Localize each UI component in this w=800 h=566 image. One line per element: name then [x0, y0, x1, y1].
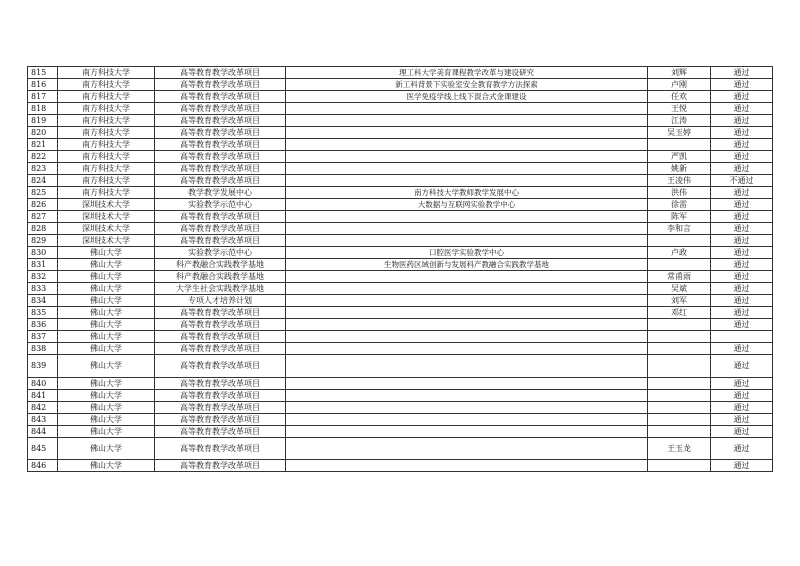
school-name: 南方科技大学 — [58, 163, 155, 175]
project-category: 高等教育教学改革项目 — [155, 163, 286, 175]
project-category: 高等教育教学改革项目 — [155, 103, 286, 115]
project-category: 高等教育教学改革项目 — [155, 67, 286, 79]
table-row — [28, 271, 773, 283]
row-number: 815 — [28, 67, 58, 79]
project-leader — [648, 139, 711, 151]
table-row — [28, 307, 773, 319]
row-number: 821 — [28, 139, 58, 151]
row-number: 833 — [28, 283, 58, 295]
row-number: 819 — [28, 115, 58, 127]
project-title — [286, 460, 648, 472]
project-category: 高等教育教学改革项目 — [155, 307, 286, 319]
review-result: 通过 — [711, 139, 773, 151]
school-name: 佛山大学 — [58, 414, 155, 426]
project-title: 医学免疫学线上线下混合式金课建设 — [286, 91, 648, 103]
row-number: 837 — [28, 331, 58, 343]
table-row — [28, 175, 773, 187]
table-row — [28, 247, 773, 259]
school-name: 佛山大学 — [58, 295, 155, 307]
project-leader — [648, 460, 711, 472]
project-title — [286, 223, 648, 235]
project-title — [286, 115, 648, 127]
project-leader — [648, 426, 711, 438]
project-leader: 王凌伟 — [648, 175, 711, 187]
school-name: 佛山大学 — [58, 402, 155, 414]
review-result: 通过 — [711, 271, 773, 283]
school-name: 佛山大学 — [58, 426, 155, 438]
table-row — [28, 79, 773, 91]
project-category: 高等教育教学改革项目 — [155, 378, 286, 390]
project-title — [286, 390, 648, 402]
project-leader: 李和言 — [648, 223, 711, 235]
project-title — [286, 163, 648, 175]
project-category: 高等教育教学改革项目 — [155, 331, 286, 343]
project-title: 口腔医学实验教学中心 — [286, 247, 648, 259]
project-leader: 邓红 — [648, 307, 711, 319]
school-name: 佛山大学 — [58, 271, 155, 283]
table-row — [28, 426, 773, 438]
table-row — [28, 414, 773, 426]
review-result: 通过 — [711, 247, 773, 259]
project-category: 高等教育教学改革项目 — [155, 343, 286, 355]
row-number: 828 — [28, 223, 58, 235]
table-row — [28, 460, 773, 472]
school-name: 深圳技术大学 — [58, 199, 155, 211]
project-review-table — [27, 66, 773, 472]
school-name: 佛山大学 — [58, 460, 155, 472]
row-number: 844 — [28, 426, 58, 438]
project-category: 高等教育教学改革项目 — [155, 211, 286, 223]
table-row — [28, 331, 773, 343]
review-result: 通过 — [711, 343, 773, 355]
school-name: 佛山大学 — [58, 331, 155, 343]
review-result: 通过 — [711, 151, 773, 163]
review-result: 通过 — [711, 460, 773, 472]
project-title — [286, 355, 648, 378]
table-row — [28, 127, 773, 139]
review-result: 通过 — [711, 295, 773, 307]
project-title — [286, 283, 648, 295]
table-row — [28, 319, 773, 331]
row-number: 846 — [28, 460, 58, 472]
review-result: 不通过 — [711, 175, 773, 187]
table-row — [28, 438, 773, 460]
table-row — [28, 67, 773, 79]
document-sheet — [27, 66, 773, 472]
table-row — [28, 355, 773, 378]
row-number: 836 — [28, 319, 58, 331]
project-leader — [648, 355, 711, 378]
project-category: 高等教育教学改革项目 — [155, 115, 286, 127]
project-leader — [648, 319, 711, 331]
review-result: 通过 — [711, 426, 773, 438]
school-name: 南方科技大学 — [58, 175, 155, 187]
table-row — [28, 295, 773, 307]
school-name: 南方科技大学 — [58, 115, 155, 127]
review-result: 通过 — [711, 199, 773, 211]
project-category: 实验教学示范中心 — [155, 247, 286, 259]
table-row — [28, 343, 773, 355]
project-leader — [648, 331, 711, 343]
project-category: 高等教育教学改革项目 — [155, 390, 286, 402]
project-category: 高等教育教学改革项目 — [155, 175, 286, 187]
project-title — [286, 343, 648, 355]
school-name: 南方科技大学 — [58, 127, 155, 139]
review-result: 通过 — [711, 187, 773, 199]
project-title: 大数据与互联网实验教学中心 — [286, 199, 648, 211]
project-leader — [648, 390, 711, 402]
project-title — [286, 271, 648, 283]
project-title: 新工科背景下实验室安全教育教学方法探索 — [286, 79, 648, 91]
project-leader: 徐雷 — [648, 199, 711, 211]
project-title — [286, 402, 648, 414]
table-row — [28, 402, 773, 414]
project-title — [286, 295, 648, 307]
project-leader: 刘辉 — [648, 67, 711, 79]
review-result: 通过 — [711, 390, 773, 402]
row-number: 818 — [28, 103, 58, 115]
project-category: 高等教育教学改革项目 — [155, 127, 286, 139]
school-name: 南方科技大学 — [58, 187, 155, 199]
project-title — [286, 414, 648, 426]
project-leader — [648, 414, 711, 426]
review-result: 通过 — [711, 235, 773, 247]
table-body — [28, 67, 773, 472]
project-title — [286, 139, 648, 151]
review-result: 通过 — [711, 319, 773, 331]
project-title — [286, 103, 648, 115]
table-row — [28, 151, 773, 163]
project-title — [286, 438, 648, 460]
project-category: 专项人才培养计划 — [155, 295, 286, 307]
row-number: 829 — [28, 235, 58, 247]
school-name: 南方科技大学 — [58, 151, 155, 163]
row-number: 822 — [28, 151, 58, 163]
table-row — [28, 211, 773, 223]
school-name: 佛山大学 — [58, 390, 155, 402]
school-name: 佛山大学 — [58, 259, 155, 271]
school-name: 深圳技术大学 — [58, 235, 155, 247]
project-leader: 吴斌 — [648, 283, 711, 295]
row-number: 830 — [28, 247, 58, 259]
project-category: 高等教育教学改革项目 — [155, 460, 286, 472]
row-number: 826 — [28, 199, 58, 211]
project-title — [286, 378, 648, 390]
review-result: 通过 — [711, 438, 773, 460]
project-category: 实验教学示范中心 — [155, 199, 286, 211]
table-row — [28, 390, 773, 402]
project-title — [286, 319, 648, 331]
row-number: 825 — [28, 187, 58, 199]
row-number: 834 — [28, 295, 58, 307]
project-category: 高等教育教学改革项目 — [155, 91, 286, 103]
row-number: 816 — [28, 79, 58, 91]
table-row — [28, 103, 773, 115]
project-title — [286, 127, 648, 139]
table-row — [28, 187, 773, 199]
row-number: 824 — [28, 175, 58, 187]
project-leader: 吴玉婷 — [648, 127, 711, 139]
review-result: 通过 — [711, 259, 773, 271]
review-result: 通过 — [711, 211, 773, 223]
school-name: 南方科技大学 — [58, 139, 155, 151]
review-result: 通过 — [711, 307, 773, 319]
project-leader: 刘军 — [648, 295, 711, 307]
review-result: 通过 — [711, 115, 773, 127]
review-result: 通过 — [711, 355, 773, 378]
table-row — [28, 199, 773, 211]
project-leader: 严凯 — [648, 151, 711, 163]
school-name: 南方科技大学 — [58, 79, 155, 91]
project-leader: 卢刚 — [648, 79, 711, 91]
project-category: 高等教育教学改革项目 — [155, 355, 286, 378]
project-title: 南方科技大学教师教学发展中心 — [286, 187, 648, 199]
project-category: 科产教融合实践教学基地 — [155, 259, 286, 271]
row-number: 841 — [28, 390, 58, 402]
project-leader: 王悦 — [648, 103, 711, 115]
project-title — [286, 331, 648, 343]
row-number: 839 — [28, 355, 58, 378]
project-title: 生物医药区域创新与发展科产教融合实践教学基地 — [286, 259, 648, 271]
project-leader: 陈军 — [648, 211, 711, 223]
row-number: 840 — [28, 378, 58, 390]
project-leader — [648, 259, 711, 271]
row-number: 842 — [28, 402, 58, 414]
project-leader — [648, 343, 711, 355]
row-number: 820 — [28, 127, 58, 139]
project-leader: 任欢 — [648, 91, 711, 103]
project-category: 高等教育教学改革项目 — [155, 402, 286, 414]
review-result: 通过 — [711, 378, 773, 390]
row-number: 831 — [28, 259, 58, 271]
project-category: 高等教育教学改革项目 — [155, 426, 286, 438]
project-category: 大学生社会实践教学基地 — [155, 283, 286, 295]
project-title — [286, 307, 648, 319]
school-name: 佛山大学 — [58, 319, 155, 331]
table-row — [28, 115, 773, 127]
school-name: 深圳技术大学 — [58, 211, 155, 223]
project-title — [286, 175, 648, 187]
school-name: 南方科技大学 — [58, 91, 155, 103]
school-name: 南方科技大学 — [58, 103, 155, 115]
school-name: 佛山大学 — [58, 378, 155, 390]
row-number: 838 — [28, 343, 58, 355]
review-result: 通过 — [711, 91, 773, 103]
school-name: 佛山大学 — [58, 283, 155, 295]
school-name: 佛山大学 — [58, 343, 155, 355]
review-result: 通过 — [711, 283, 773, 295]
review-result: 通过 — [711, 79, 773, 91]
project-category: 高等教育教学改革项目 — [155, 223, 286, 235]
review-result: 通过 — [711, 103, 773, 115]
project-category: 科产教融合实践教学基地 — [155, 271, 286, 283]
row-number: 843 — [28, 414, 58, 426]
row-number: 832 — [28, 271, 58, 283]
project-category: 高等教育教学改革项目 — [155, 438, 286, 460]
school-name: 佛山大学 — [58, 438, 155, 460]
table-row — [28, 259, 773, 271]
project-leader — [648, 378, 711, 390]
review-result: 通过 — [711, 163, 773, 175]
school-name: 佛山大学 — [58, 355, 155, 378]
project-title — [286, 151, 648, 163]
project-category: 高等教育教学改革项目 — [155, 414, 286, 426]
school-name: 南方科技大学 — [58, 67, 155, 79]
review-result: 通过 — [711, 402, 773, 414]
row-number: 835 — [28, 307, 58, 319]
project-leader: 王玉龙 — [648, 438, 711, 460]
project-category: 高等教育教学改革项目 — [155, 139, 286, 151]
table-row — [28, 139, 773, 151]
review-result: 通过 — [711, 67, 773, 79]
project-leader: 常甫雨 — [648, 271, 711, 283]
school-name: 深圳技术大学 — [58, 223, 155, 235]
table-row — [28, 163, 773, 175]
review-result: 通过 — [711, 127, 773, 139]
project-leader: 洪伟 — [648, 187, 711, 199]
row-number: 817 — [28, 91, 58, 103]
project-title — [286, 426, 648, 438]
project-title: 理工科大学美育课程教学改革与建设研究 — [286, 67, 648, 79]
review-result: 通过 — [711, 223, 773, 235]
row-number: 827 — [28, 211, 58, 223]
project-category: 高等教育教学改革项目 — [155, 319, 286, 331]
project-leader — [648, 402, 711, 414]
row-number: 845 — [28, 438, 58, 460]
project-title — [286, 211, 648, 223]
project-category: 高等教育教学改革项目 — [155, 235, 286, 247]
school-name: 佛山大学 — [58, 307, 155, 319]
project-category: 高等教育教学改革项目 — [155, 151, 286, 163]
table-row — [28, 223, 773, 235]
school-name: 佛山大学 — [58, 247, 155, 259]
table-row — [28, 235, 773, 247]
project-category: 高等教育教学改革项目 — [155, 79, 286, 91]
table-row — [28, 378, 773, 390]
project-title — [286, 235, 648, 247]
project-category: 教学教学发展中心 — [155, 187, 286, 199]
table-row — [28, 283, 773, 295]
review-result: 通过 — [711, 414, 773, 426]
project-leader: 卢政 — [648, 247, 711, 259]
project-leader: 江涛 — [648, 115, 711, 127]
review-result — [711, 331, 773, 343]
project-leader: 姚新 — [648, 163, 711, 175]
project-leader — [648, 235, 711, 247]
table-row — [28, 91, 773, 103]
row-number: 823 — [28, 163, 58, 175]
